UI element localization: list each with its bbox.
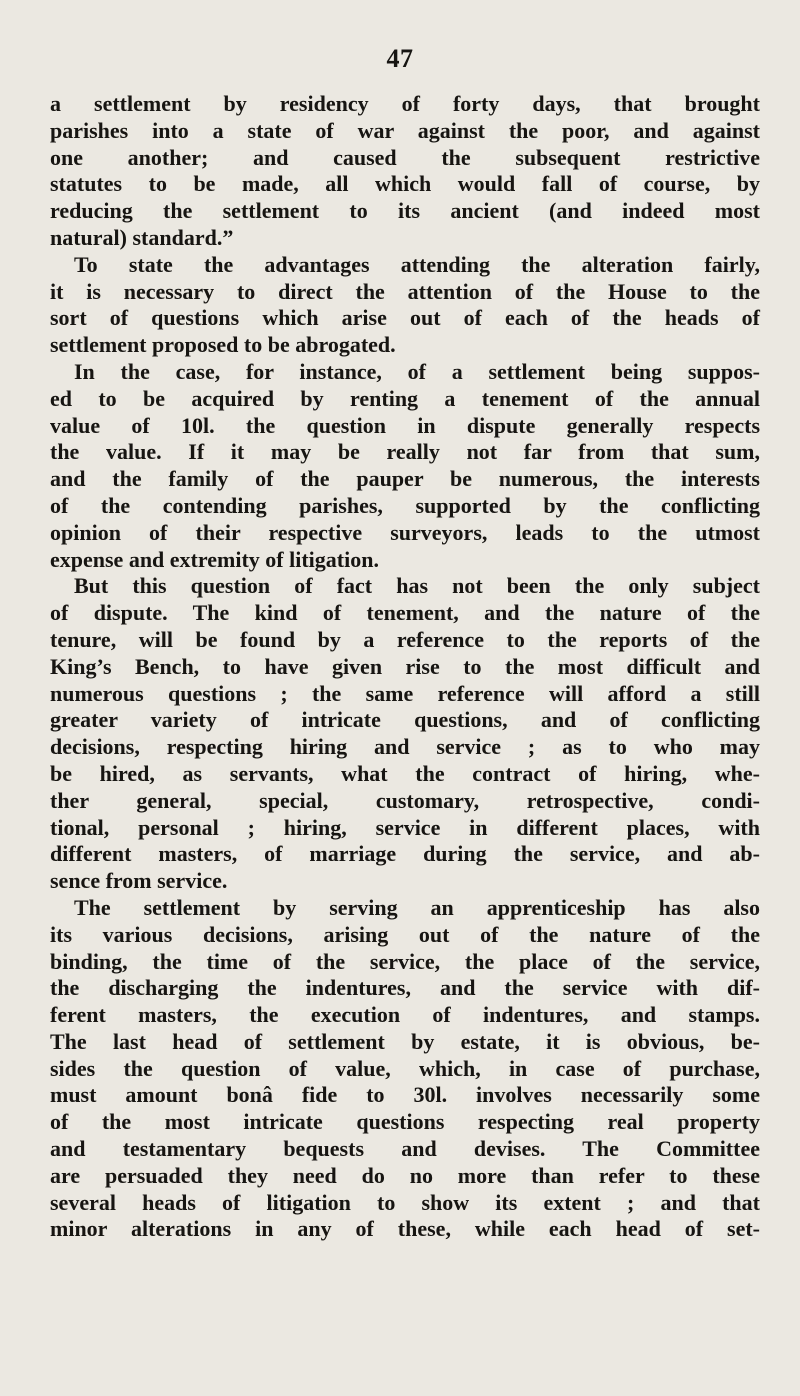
text-line: the discharging the indentures, and the service with dif- [50,975,760,1001]
text-line: ferent masters, the execution of indentures, and stamps. [50,1002,760,1028]
text-line: sence from service. [50,868,228,894]
text-line: the value. If it may be really not far from that sum, [50,439,760,465]
text-line: The last head of settlement by estate, it is obvious, be- [50,1028,760,1054]
text-line: parishes into a state of war against the poor, and against [50,117,760,143]
page-body-text [50,91,760,1243]
text-line: several heads of litigation to show its extent ; and that [50,1189,760,1215]
text-line: opinion of their respective surveyors, leads to the utmost [50,519,760,545]
text-line: of the most intricate questions respecting real property [50,1109,760,1135]
text-line: of dispute. The kind of tenement, and the nature of the [50,600,760,626]
text-line: natural) standard.” [50,224,234,250]
page-number: 47 [386,44,414,73]
text-line: expense and extremity of litigation. [50,546,379,572]
text-line: tional, personal ; hiring, service in different places, with [50,814,760,840]
text-line: greater variety of intricate questions, and of conflicting [50,707,760,733]
text-line: numerous questions ; the same reference will afford a still [50,680,760,706]
text-line: binding, the time of the service, the place of the service, [50,948,760,974]
text-line: one another; and caused the subsequent restrictive [50,144,760,170]
text-line: reducing the settlement to its ancient (and indeed most [50,198,760,224]
text-line: value of 10l. the question in dispute generally respects [50,412,760,438]
text-line: ther general, special, customary, retrospective, condi- [50,787,760,813]
text-line: The settlement by serving an apprenticeship has also [74,894,760,920]
text-line: minor alterations in any of these, while each head of set- [50,1216,760,1242]
text-line: it is necessary to direct the attention of the House to the [50,278,760,304]
text-line: and testamentary bequests and devises. The Committee [50,1136,760,1162]
text-line: To state the advantages attending the alteration fairly, [74,251,760,277]
text-line: decisions, respecting hiring and service ; as to who may [50,734,760,760]
text-line: sides the question of value, which, in case of purchase, [50,1055,760,1081]
text-line: be hired, as servants, what the contract of hiring, whe- [50,760,760,786]
text-line: a settlement by residency of forty days, that brought [50,91,760,116]
text-line: ed to be acquired by renting a tenement of the annual [50,385,760,411]
text-line: and the family of the pauper be numerous, the interests [50,466,760,492]
text-line: are persuaded they need do no more than refer to these [50,1162,760,1188]
text-line: In the case, for instance, of a settlement being suppos- [74,358,760,384]
text-line: statutes to be made, all which would fall of course, by [50,171,760,197]
text-line: of the contending parishes, supported by the conflicting [50,492,760,518]
text-line: King’s Bench, to have given rise to the most difficult and [50,653,760,679]
text-line: sort of questions which arise out of each of the heads of [50,305,760,331]
text-line: must amount bonâ fide to 30l. involves necessarily some [50,1082,760,1108]
text-line: different masters, of marriage during the service, and ab- [50,841,760,867]
text-line: tenure, will be found by a reference to the reports of the [50,626,760,652]
text-line: But this question of fact has not been the only subject [74,573,760,599]
text-line: its various decisions, arising out of the nature of the [50,921,760,947]
text-line: settlement proposed to be abrogated. [50,332,396,358]
